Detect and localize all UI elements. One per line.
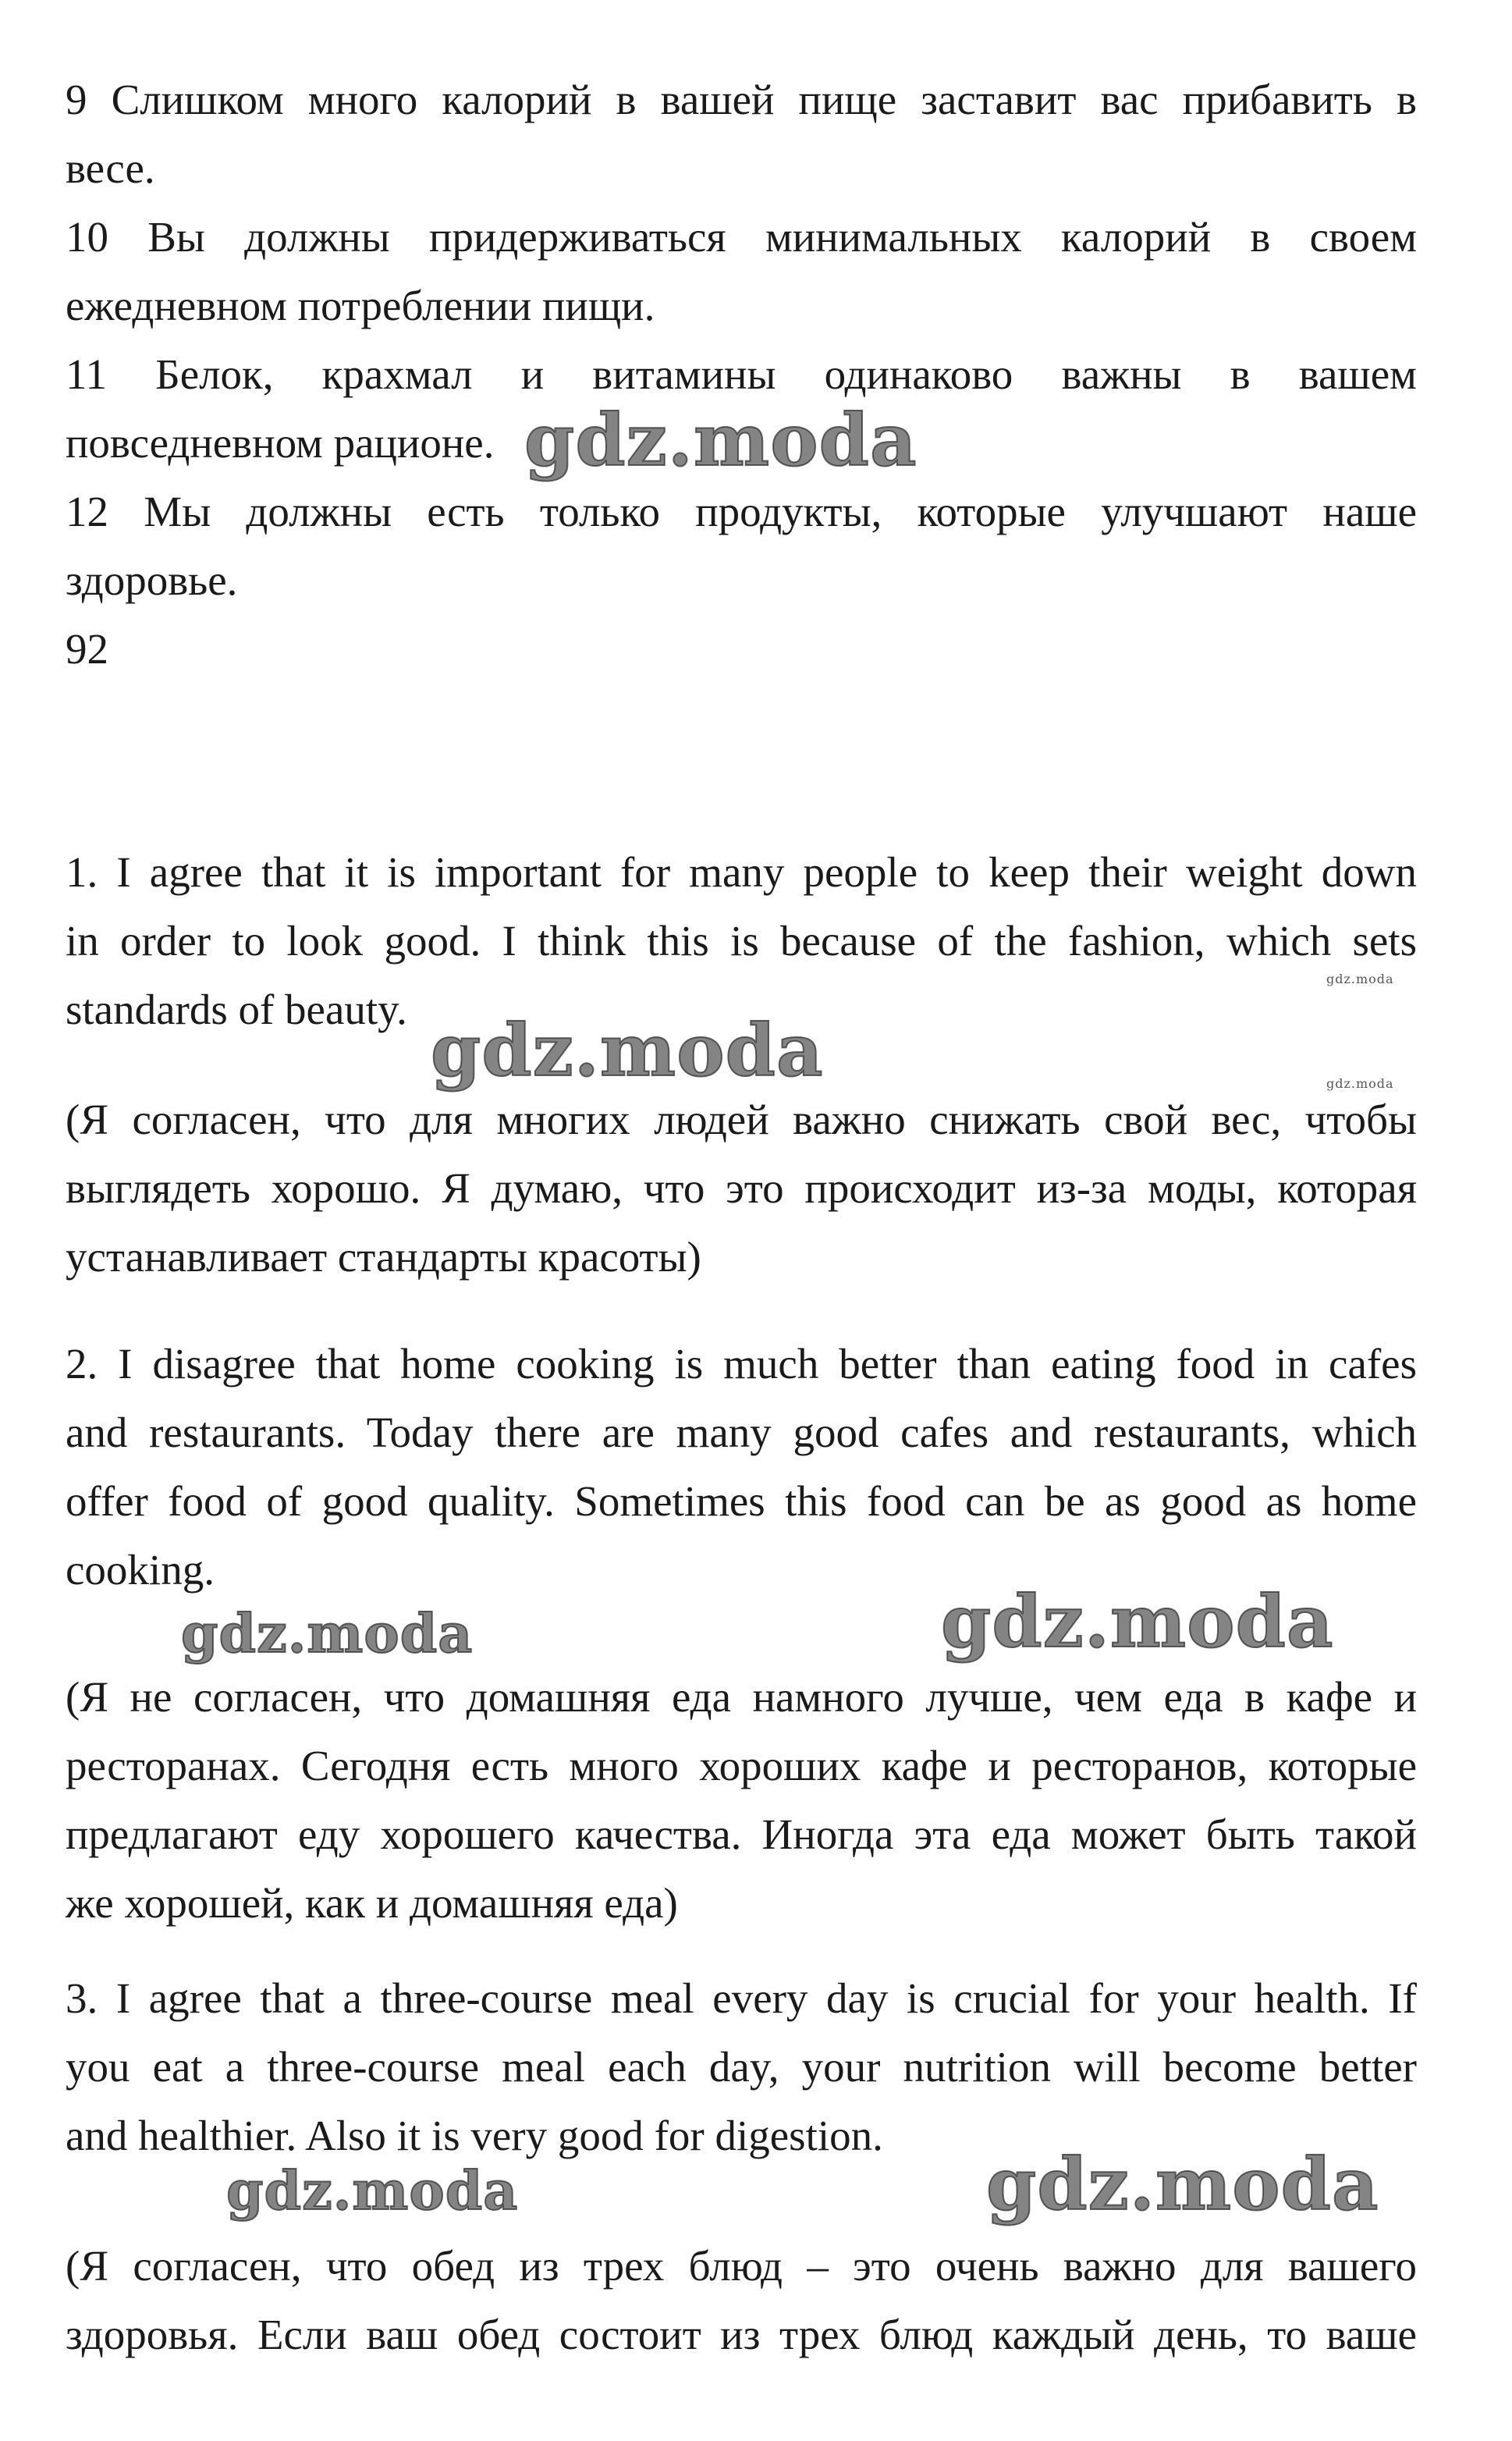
answer-3-en-line-1: 3. I agree that a three-course meal every day is crucial for your health. If bbox=[66, 1974, 1417, 2022]
answer-2-en-line-2: and restaurants. Today there are many good cafes and restaurants, which bbox=[66, 1409, 1417, 1456]
answer-2-ru-line-1: (Я не согласен, что домашняя еда намного лучше, чем еда в кафе и bbox=[66, 1673, 1417, 1721]
watermark-logo: gdz.moda bbox=[181, 1603, 474, 1665]
answer-2-english bbox=[66, 1330, 1417, 1604]
answer-3-ru-line-1: (Я согласен, что обед из трех блюд – это очень важно для вашего bbox=[66, 2242, 1417, 2290]
answer-1-ru-line-1: (Я согласен, что для многих людей важно снижать свой вес, чтобы bbox=[66, 1096, 1417, 1143]
watermark-logo: gdz.moda bbox=[431, 1008, 824, 1093]
answer-2-ru-line-2: ресторанах. Сегодня есть много хороших кафе и ресторанов, которые bbox=[66, 1742, 1417, 1789]
item-9-line-1: 9 Слишком много калорий в вашей пище заставит вас прибавить в bbox=[66, 76, 1417, 123]
item-12-line-2: здоровье. bbox=[66, 556, 238, 604]
answer-2-ru-line-3: предлагают еду хорошего качества. Иногда эта еда может быть такой bbox=[66, 1810, 1417, 1858]
answer-1-ru-line-3: устанавливает стандарты красоты) bbox=[66, 1233, 701, 1281]
answer-2-ru-line-4: же хорошей, как и домашняя еда) bbox=[66, 1879, 678, 1927]
answer-2-en-line-3: offer food of good quality. Sometimes this food can be as good as home bbox=[66, 1477, 1417, 1525]
answer-3-russian bbox=[66, 2232, 1417, 2369]
watermark-logo-small: gdz.moda bbox=[1326, 1076, 1394, 1091]
watermark-logo: gdz.moda bbox=[226, 2160, 519, 2222]
page-number bbox=[66, 615, 1417, 684]
watermark-logo: gdz.moda bbox=[986, 2142, 1379, 2226]
answer-1-english bbox=[66, 838, 1417, 1044]
item-10-line-2: ежедневном потреблении пищи. bbox=[66, 282, 655, 329]
answer-2-en-line-4: cooking. bbox=[66, 1546, 215, 1594]
answer-2-en-line-1: 2. I disagree that home cooking is much better than eating food in cafes bbox=[66, 1340, 1417, 1387]
item-11 bbox=[66, 340, 1417, 482]
answer-2-russian bbox=[66, 1663, 1417, 1938]
item-12 bbox=[66, 478, 1417, 615]
answer-1-en-line-3: standards of beauty. bbox=[66, 986, 407, 1033]
answer-3-ru-line-2: здоровья. Если ваш обед состоит из трех блюд каждый день, то ваше bbox=[66, 2311, 1417, 2358]
item-11-line-2: повседневном рационе. bbox=[66, 419, 495, 467]
page-number-text: 92 bbox=[66, 625, 108, 673]
answer-1-en-line-1: 1. I agree that it is important for many people to keep their weight down bbox=[66, 848, 1417, 896]
answer-1-ru-line-2: выглядеть хорошо. Я думаю, что это происходит из-за моды, которая bbox=[66, 1164, 1417, 1212]
item-10 bbox=[66, 203, 1417, 340]
answer-1-en-line-2: in order to look good. I think this is because of the fashion, which sets bbox=[66, 917, 1417, 965]
item-11-line-1: 11 Белок, крахмал и витамины одинаково важны в вашем bbox=[66, 350, 1417, 398]
item-9-line-2: весе. bbox=[66, 144, 155, 192]
watermark-logo: gdz.moda bbox=[941, 1579, 1334, 1664]
answer-1-russian bbox=[66, 1085, 1417, 1292]
item-12-line-1: 12 Мы должны есть только продукты, которые улучшают наше bbox=[66, 488, 1417, 535]
answer-3-en-line-3: and healthier. Also it is very good for digestion. bbox=[66, 2112, 883, 2159]
answer-3-english bbox=[66, 1964, 1417, 2170]
answer-3-en-line-2: you eat a three-course meal each day, your nutrition will become better bbox=[66, 2043, 1417, 2091]
watermark-logo: gdz.moda bbox=[524, 398, 917, 482]
watermark-logo-small: gdz.moda bbox=[1326, 972, 1394, 986]
item-9 bbox=[66, 66, 1417, 203]
item-10-line-1: 10 Вы должны придерживаться минимальных калорий в своем bbox=[66, 213, 1417, 261]
